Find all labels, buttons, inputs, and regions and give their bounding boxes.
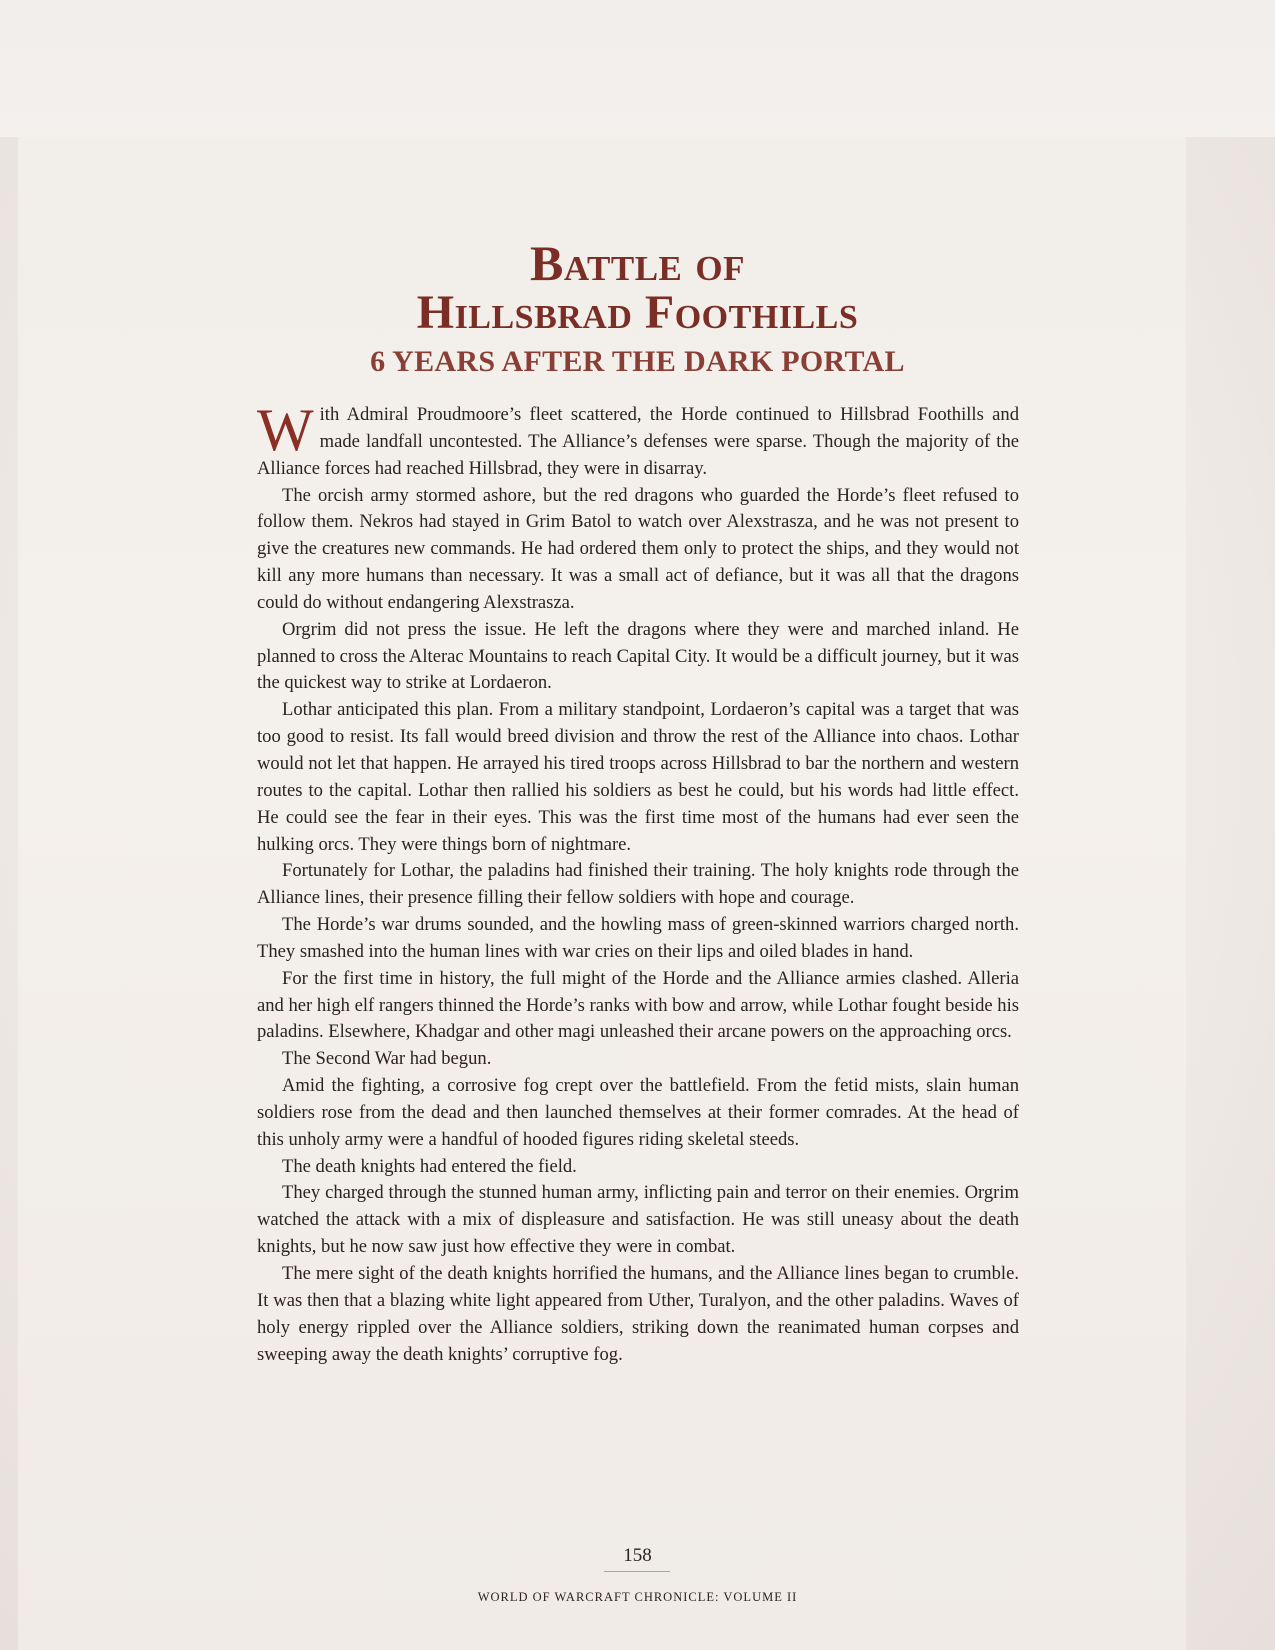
paragraph: With Admiral Proudmoore’s fleet scattered, the Horde continued to Hillsbrad Foothills and made landfall uncontested. The Alliance’s defenses were sparse. Though the majority of the Alliance forces had reached Hillsbrad, they were in disarray. — [257, 397, 1019, 479]
running-footer: WORLD OF WARCRAFT CHRONICLE: VOLUME II — [477, 1590, 798, 1604]
paragraph: The Second War had begun. — [282, 1048, 492, 1070]
paragraph: Orgrim did not press the issue. He left the dragons where they were and marched inland. He planned to cross the Alterac Mountains to reach Capital City. It would be a difficult journey, but it was the quickest way to strike at Lordaeron. — [257, 618, 1019, 694]
paragraph: For the first time in history, the full might of the Horde and the Alliance armies clashed. Alleria and her high elf rangers thinned the Horde’s ranks with bow and arrow, while Lothar fought beside his paladins. Elsewhere, Khadgar and other magi unleashed their arcane powers on the approaching orcs. — [257, 967, 1019, 1043]
page-number: 158 — [623, 1545, 652, 1566]
drop-cap: W — [257, 397, 314, 463]
chapter-subtitle: 6 YEARS AFTER THE DARK PORTAL — [370, 345, 905, 378]
paragraph: The mere sight of the death knights horrified the humans, and the Alliance lines began to crumble. It was then that a blazing white light appeared from Uther, Turalyon, and the other paladins. Waves of holy energy rippled over the Alliance soldiers, striking down the reanimated human corpses and sweeping away the death knights’ corruptive fog. — [257, 1263, 1019, 1365]
paragraph: Amid the fighting, a corrosive fog crept over the battlefield. From the fetid mists, slain human soldiers rose from the dead and then launched themselves at their former comrades. At the head of this unholy army were a handful of hooded figures riding skeletal steeds. — [257, 1075, 1019, 1150]
paragraph: The Horde’s war drums sounded, and the howling mass of green-skinned warriors charged north. They smashed into the human lines with war cries on their lips and oiled blades in hand. — [257, 914, 1019, 962]
paragraph: Lothar anticipated this plan. From a military standpoint, Lordaeron’s capital was a target that was too good to resist. Its fall would breed division and throw the rest of the Alliance into chaos. Lothar would not let that happen. He arrayed his tired troops across Hillsbrad to bar the northern and western routes to the capital. Lothar then rallied his soldiers as best he could, but his words had little effect. He could see the fear in their eyes. This was the first time most of the humans had ever seen the hulking orcs. They were things born of nightmare. — [257, 699, 1019, 855]
page-number-rule — [604, 1571, 670, 1572]
chapter-heading — [0, 235, 1275, 380]
paragraph: Fortunately for Lothar, the paladins had finished their training. The holy knights rode through the Alliance lines, their presence filling their fellow soldiers with hope and courage. — [257, 860, 1019, 909]
top-margin — [0, 0, 1275, 137]
chapter-title-line-2: Hillsbrad Foothills — [416, 286, 859, 339]
paragraph: The death knights had entered the field. — [282, 1155, 577, 1177]
paragraph: They charged through the stunned human army, inflicting pain and terror on their enemies. Orgrim watched the attack with a mix of displeasure and satisfaction. He was still uneasy about the death knights, but he now saw just how effective they were in combat. — [257, 1182, 1019, 1258]
chapter-title-line-1: Battle of — [529, 235, 745, 291]
paragraph: The orcish army stormed ashore, but the red dragons who guarded the Horde’s fleet refused to follow them. Nekros had stayed in Grim Batol to watch over Alexstrasza, and he was not present to give the creatures new commands. He had ordered them only to protect the ships, and they would not kill any more humans than necessary. It was a small act of defiance, but it was all that the dragons could do without endangering Alexstrasza. — [257, 484, 1019, 613]
body-text — [257, 397, 1019, 1368]
